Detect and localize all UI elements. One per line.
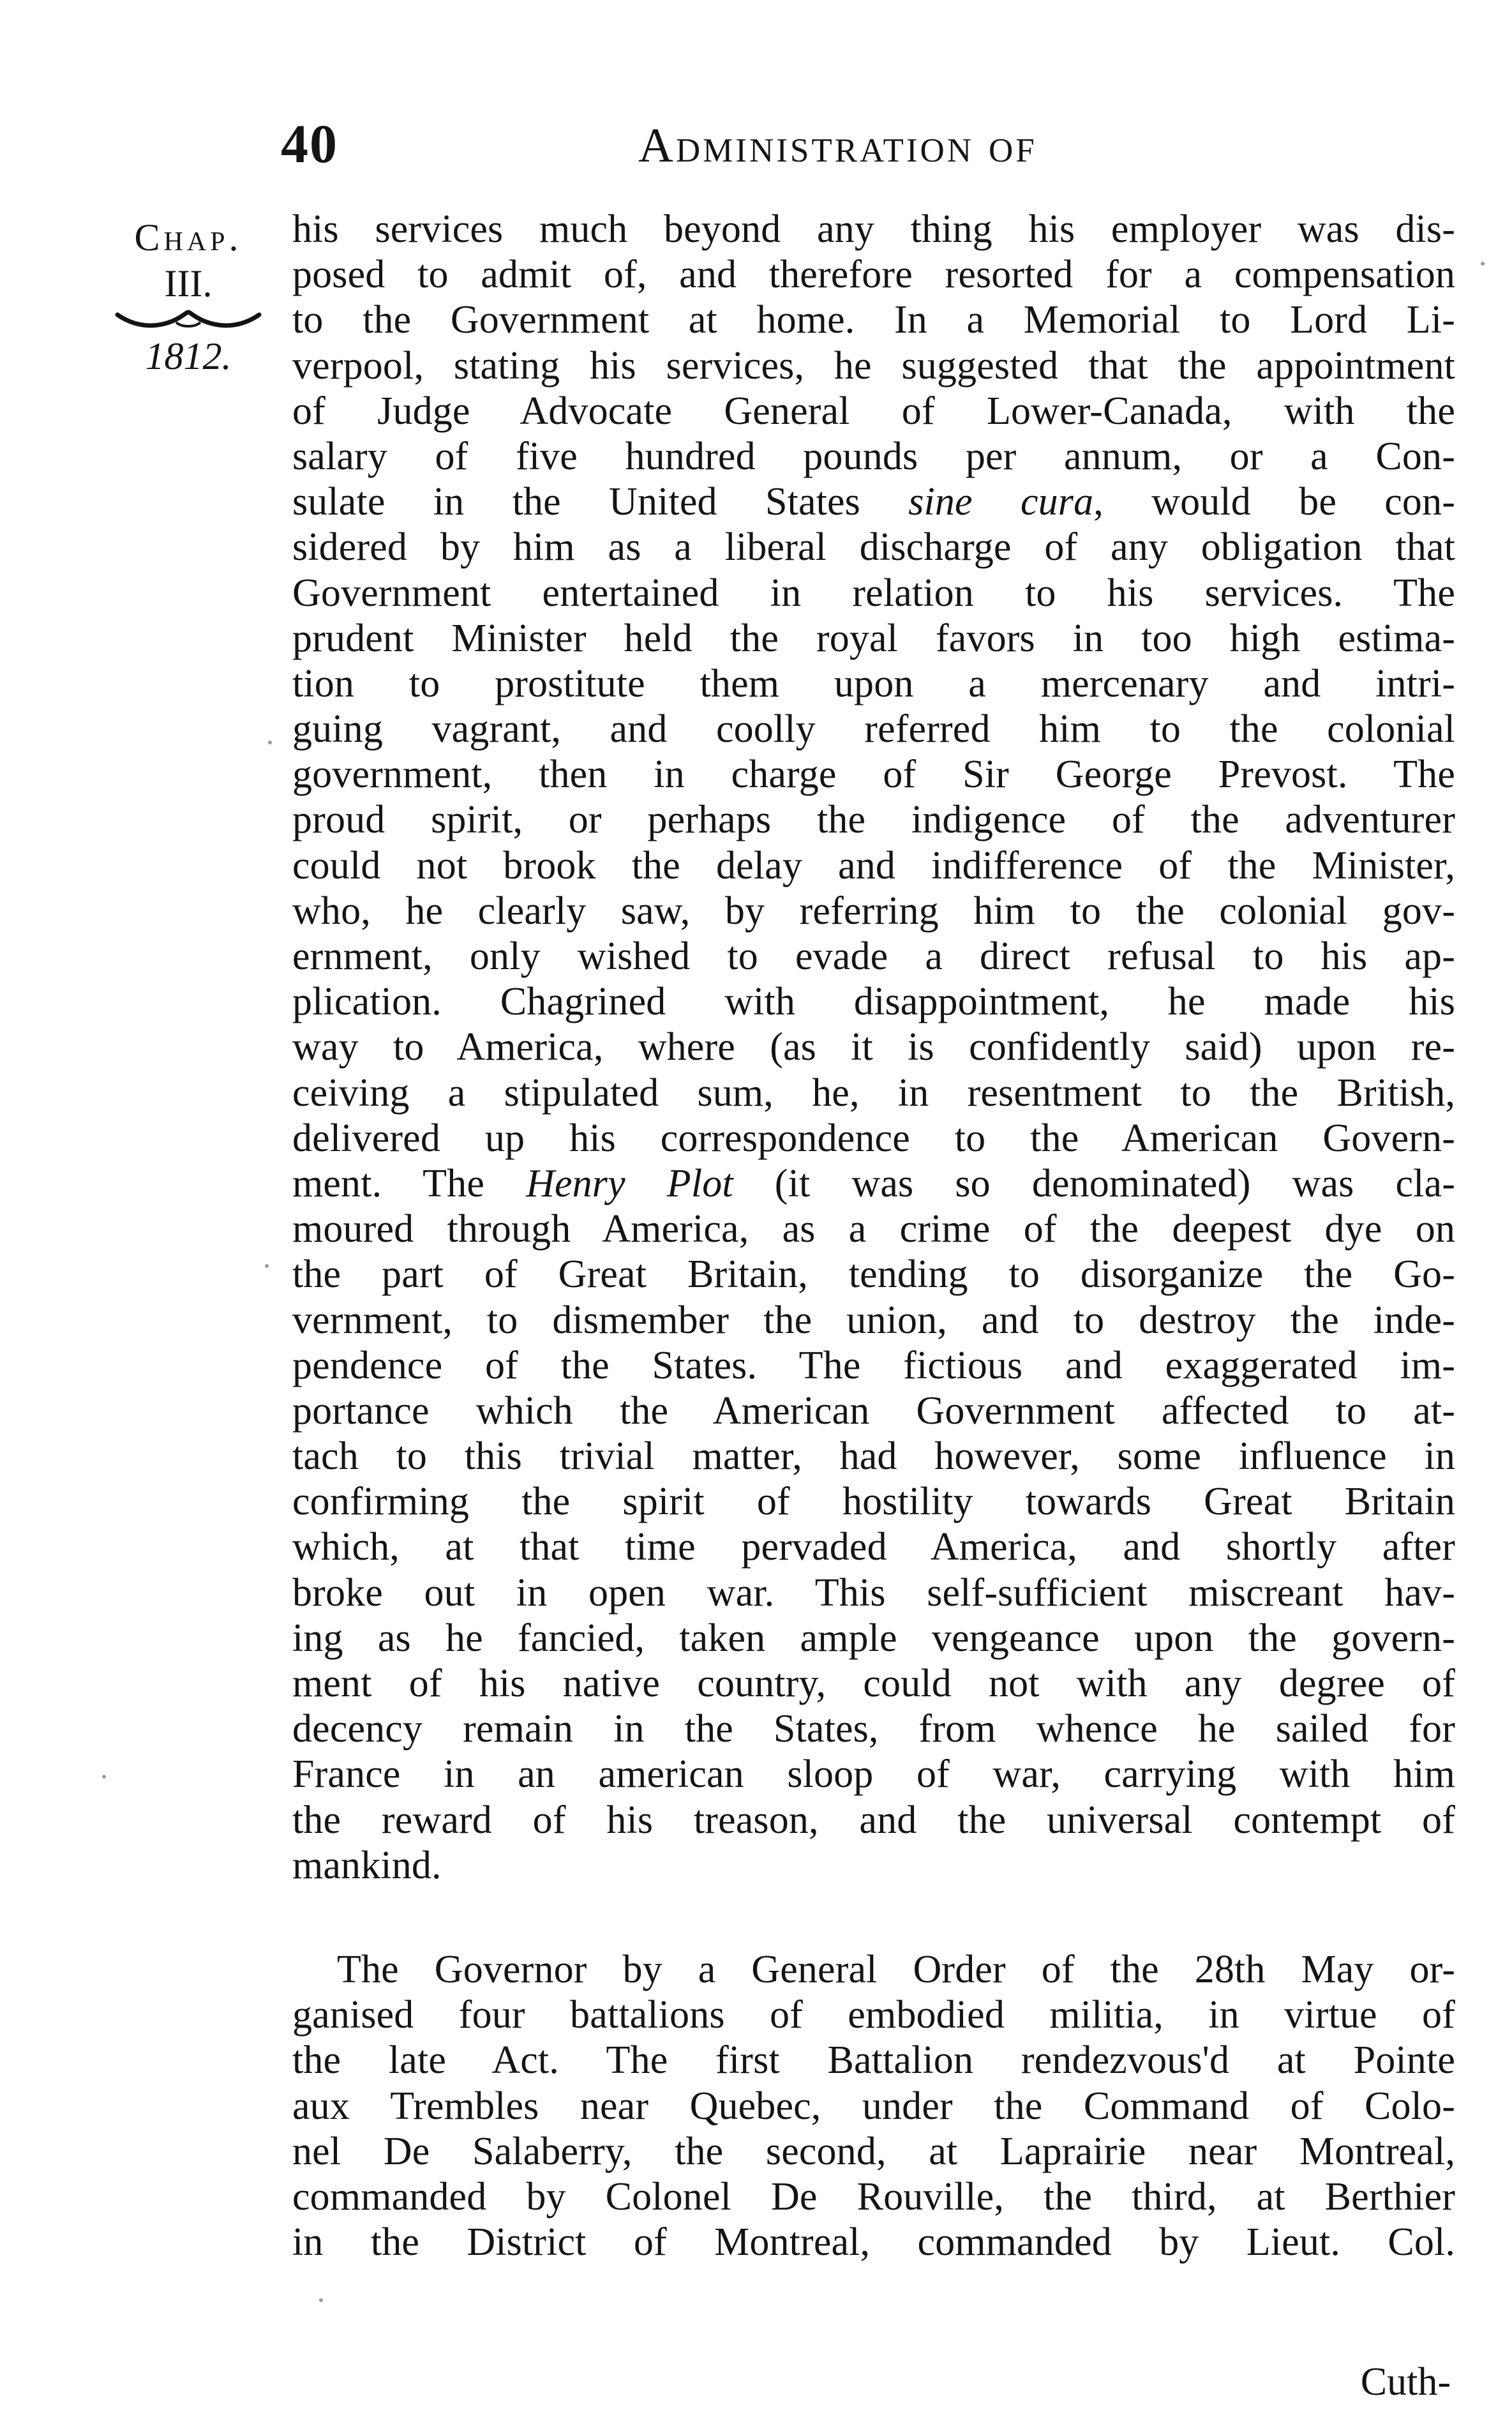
paper-speck [102,1775,106,1779]
text-line: moured through America, as a crime of the deepest dye on [292,1207,1455,1251]
italic-phrase: Henry Plot [526,1161,733,1205]
text-line: confirming the spirit of hostility towards Great Britain [292,1480,1455,1524]
text-line: to the Government at home. In a Memorial to Lord Li- [292,298,1455,342]
text-line: ceiving a stipulated sum, he, in resentment to the British, [292,1071,1455,1115]
text-line: verpool, stating his services, he suggested that the appointment [292,343,1455,388]
text-run: , would be con- [1093,480,1456,524]
margin-chapter-number: III. [164,262,213,305]
text-run: (it was so denominated) was cla- [774,1161,1455,1205]
italic-phrase: sine cura [908,480,1094,524]
text-line [292,479,1455,525]
text-line: posed to admit of, and therefore resorted for a compensation [292,253,1455,297]
text-line: ing as he fancied, taken ample vengeance upon the govern- [292,1616,1455,1660]
text-line: the late Act. The first Battalion rendezvous'd at Pointe [292,2038,1455,2083]
text-line: portance which the American Government affected to at- [292,1389,1455,1433]
text-line: mankind. [292,1843,442,1887]
text-line: ganised four battalions of embodied militia, in virtue of [292,1993,1455,2037]
text-line: vernment, to dismember the union, and to destroy the inde- [292,1298,1455,1342]
text-line: of Judge Advocate General of Lower-Canada, with the [292,389,1455,433]
body-text [292,207,1455,2265]
text-line: tach to this trivial matter, had however, some influence in [292,1435,1455,1479]
text-line: broke out in open war. This self-sufficient miscreant hav- [292,1571,1455,1615]
page-number: 40 [281,113,338,174]
running-head: Administration of [638,119,1037,172]
text-line: ernment, only wished to evade a direct refusal to his ap- [292,935,1455,978]
text-line: France in an american sloop of war, carrying with him [292,1752,1455,1797]
text-line: tion to prostitute them upon a mercenary and intri- [292,661,1455,705]
text-line: who, he clearly saw, by referring him to the colonial gov- [292,889,1455,933]
text-line: aux Trembles near Quebec, under the Command of Colo- [292,2084,1455,2128]
margin-chapter-label: Chap. [134,216,243,259]
margin-year: 1812. [145,335,232,377]
paper-speck [265,1264,269,1268]
text-line: plication. Chagrined with disappointment, he made his [292,980,1455,1024]
text-line: ment of his native country, could not with any degree of [292,1662,1455,1705]
text-run: sulate in the United States [292,480,860,524]
text-line: prudent Minister held the royal favors in too high estima- [292,616,1455,660]
text-line: the reward of his treason, and the universal contempt of [292,1798,1455,1842]
text-line: guing vagrant, and coolly referred him to the colonial [292,707,1455,751]
text-line: government, then in charge of Sir George Prevost. The [292,753,1455,797]
text-line [292,1161,1455,1207]
text-line: delivered up his correspondence to the American Govern- [292,1116,1455,1160]
text-line: in the District of Montreal, commanded by Lieut. Col. [292,2220,1455,2264]
text-line: the part of Great Britain, tending to disorganize the Go- [292,1253,1455,1297]
text-line: nel De Salaberry, the second, at Laprairie near Montreal, [292,2129,1455,2173]
paper-speck [319,2298,323,2302]
flourish-icon [115,307,262,333]
text-line: could not brook the delay and indifference of the Minister, [292,843,1455,887]
page-header [0,112,1512,188]
paper-speck [1481,262,1485,266]
margin-note [102,214,274,380]
catchword: Cuth- [1360,2360,1451,2404]
text-line: The Governor by a General Order of the 28th May or- [337,1947,1455,1991]
text-line: which, at that time pervaded America, and shortly after [292,1525,1455,1569]
text-line: decency remain in the States, from whence he sailed for [292,1707,1455,1751]
paper-speck [268,741,272,744]
text-line: way to America, where (as it is confidently said) upon re- [292,1025,1455,1069]
text-line: his services much beyond any thing his employer was dis- [292,207,1455,251]
text-line: commanded by Colonel De Rouville, the third, at Berthier [292,2174,1455,2219]
text-line: sidered by him as a liberal discharge of any obligation that [292,525,1455,569]
text-run: ment. The [292,1161,484,1205]
text-line: pendence of the States. The fictious and exaggerated im- [292,1343,1455,1387]
text-line: salary of five hundred pounds per annum, or a Con- [292,434,1455,478]
text-line: Government entertained in relation to his services. The [292,571,1455,615]
text-line: proud spirit, or perhaps the indigence of the adventurer [292,798,1455,842]
